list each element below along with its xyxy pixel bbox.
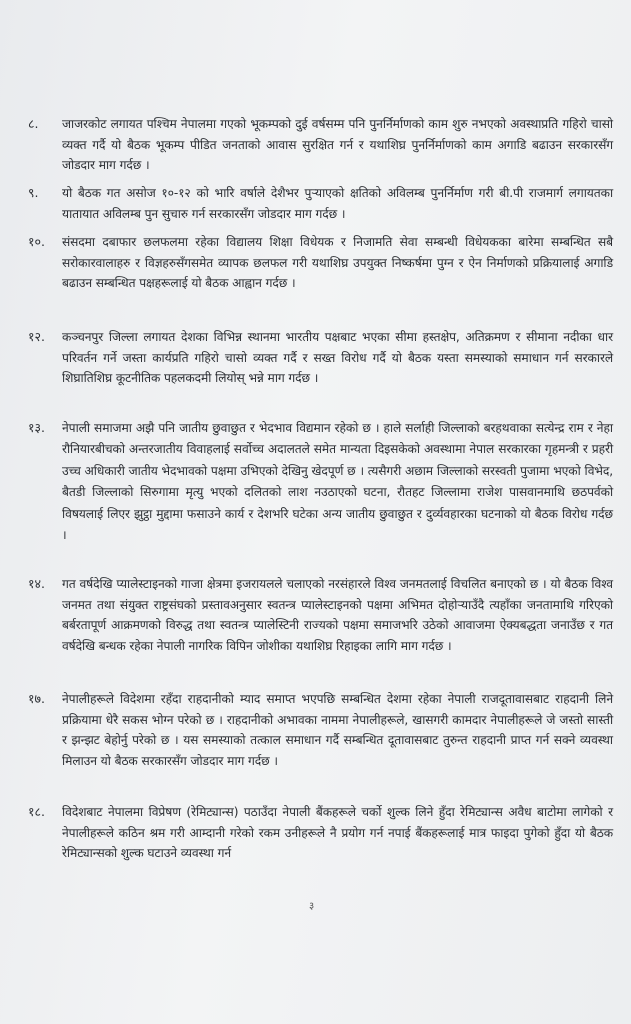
paragraph-text: कञ्चनपुर जिल्ला लगायत देशका विभिन्न स्थानमा भारतीय पक्षबाट भएका सीमा हस्तक्षेप, अतिक्रमण र सीमाना नदीका धार परिवर्तन गर्ने जस्ता कार्यप्रति गहिरो चासो व्यक्त गर्दै र सख्त विरोध गर्दै यो बैठक यस्ता समस्याको समाधान गर्न सरकारले शिघ्रातिशिघ्र कूटनीतिक पहलकदमी लियोस् भन्ने माग गर्दछ ।	[62, 330, 613, 385]
paragraph-text: गत वर्षदेखि प्यालेस्टाइनको गाजा क्षेत्रमा इजरायलले चलाएको नरसंहारले विश्व जनमतलाई विचलित बनाएको छ । यो बैठक विश्व जनमत तथा संयुक्त राष्ट्रसंघको प्रस्तावअनुसार स्वतन्त्र प्यालेस्टाइनको पक्षमा अभिमत दोहोऱ्याउँदै त्यहाँका जनतामाथि गरिएको बर्बरतापूर्ण आक्रमणको विरुद्ध तथा स्वतन्त्र प्यालेस्टिनी राज्यको पक्षमा समाजभरि उठेको आवाजमा ऐक्यबद्धता जनाउँछ र गत वर्षदेखि बन्धक रहेका नेपाली नागरिक विपिन जोशीका यथाशिघ्र रिहाइका लागि माग गर्दछ ।	[62, 577, 613, 653]
paragraph-text: संसदमा दबाफार छलफलमा रहेका विद्यालय शिक्षा विधेयक र निजामति सेवा सम्बन्धी विधेयकका बारेमा सम्बन्धित सबै सरोकारवालाहरु र विज्ञहरुसँगसमेत व्यापक छलफल गरी यथाशिघ्र उपयुक्त निष्कर्षमा पुग्न र ऐन निर्माणको प्रक्रियालाई अगाडि बढाउन सम्बन्धित पक्षहरूलाई यो बैठक आह्वान गर्दछ ।	[62, 235, 613, 290]
paragraph-text: नेपालीहरूले विदेशमा रहँदा राहदानीको म्याद समाप्त भएपछि सम्बन्धित देशमा रहेका नेपाली राजदूतावासबाट राहदानी लिने प्रक्रियामा धेरै सकस भोग्न परेको छ । राहदानीको अभावका नाममा नेपालीहरूले, खासगरी कामदार नेपालीहरूले जे जस्तो सास्ती र झन्झट बेहोर्नु परेको छ । यस समस्याको तत्काल समाधान गर्दै सम्बन्धित दूतावासबाट तुरुन्त राहदानी प्राप्त गर्न सक्ने व्यवस्था मिलाउन यो बैठक सरकारसँग जोडदार माग गर्दछ ।	[62, 692, 613, 768]
paragraph-number: १३.	[28, 420, 45, 435]
paragraph-12	[28, 327, 613, 389]
paragraph-number: ९.	[28, 185, 39, 200]
paragraph-17	[28, 689, 613, 771]
paragraph-number: १२.	[28, 329, 45, 344]
paragraph-8	[28, 114, 613, 176]
paragraph-10	[28, 232, 613, 294]
paragraph-number: १०.	[28, 234, 45, 249]
paragraph-9	[28, 183, 613, 224]
paragraph-18	[28, 802, 613, 864]
paragraph-text: विदेशबाट नेपालमा विप्रेषण (रेमिट्यान्स) पठाउँदा नेपाली बैंकहरूले चर्को शुल्क लिने हुँदा रेमिट्यान्स अवैध बाटोमा लागेको र नेपालीहरूले कठिन श्रम गरी आम्दानी गरेको रकम उनीहरूले नै प्रयोग गर्न नपाई बैंकहरूलाई मात्र फाइदा पुगेको हुँदा यो बैठक रेमिट्यान्सको शुल्क घटाउने व्यवस्था गर्न	[62, 805, 613, 860]
paragraph-text: जाजरकोट लगायत पश्चिम नेपालमा गएको भूकम्पको दुई वर्षसम्म पनि पुनर्निर्माणको काम शुरु नभएको अवस्थाप्रति गहिरो चासो व्यक्त गर्दै यो बैठक भूकम्प पीडित जनताको आवास सुरक्षित गर्न र यथाशिघ्र पुनर्निर्माणको काम अगाडि बढाउन सरकारसँग जोडदार माग गर्दछ ।	[62, 117, 613, 172]
paragraph-number: १७.	[28, 691, 45, 706]
paragraph-number: १८.	[28, 804, 45, 819]
paragraph-text: नेपाली समाजमा अझै पनि जातीय छुवाछुत र भेदभाव विद्यमान रहेको छ । हाले सर्लाही जिल्लाको बरहथवाका सत्येन्द्र राम र नेहा रौनियारबीचको अन्तरजातीय विवाहलाई सर्वोच्च अदालतले समेत मान्यता दिइसकेको अवस्थामा नेपाल सरकारका गृहमन्त्री र प्रहरी उच्च अधिकारी जातीय भेदभावको पक्षमा उभिएको देखिनु खेदपूर्ण छ । त्यसैगरी अछाम जिल्लाको सरस्वती पुजामा भएको विभेद, बैतडी जिल्लाको सिरुगामा मृत्यु भएको दलितको लाश नउठाएको घटना, रौतहट जिल्लामा राजेश पासवानमाथि छठपर्वको विषयलाई लिएर झुट्ठा मुद्दामा फसाउने कार्य र देशभरि घटेका अन्य जातीय छुवाछुत र दुर्व्यवहारका घटनाको यो बैठक विरोध गर्दछ ।	[62, 421, 613, 543]
paragraph-14	[28, 574, 613, 656]
paragraph-number: १४.	[28, 576, 45, 591]
paragraph-number: ८.	[28, 116, 39, 131]
page-number: ३	[309, 901, 315, 912]
paragraph-13	[28, 418, 613, 546]
paragraph-text: यो बैठक गत असोज १०-१२ को भारि वर्षाले देशैभर पुऱ्याएको क्षतिको अविलम्ब पुनर्निर्माण गरी बी.पी राजमार्ग लगायतका यातायात अविलम्ब पुन सुचारु गर्न सरकारसँग जोडदार माग गर्दछ ।	[62, 186, 613, 221]
